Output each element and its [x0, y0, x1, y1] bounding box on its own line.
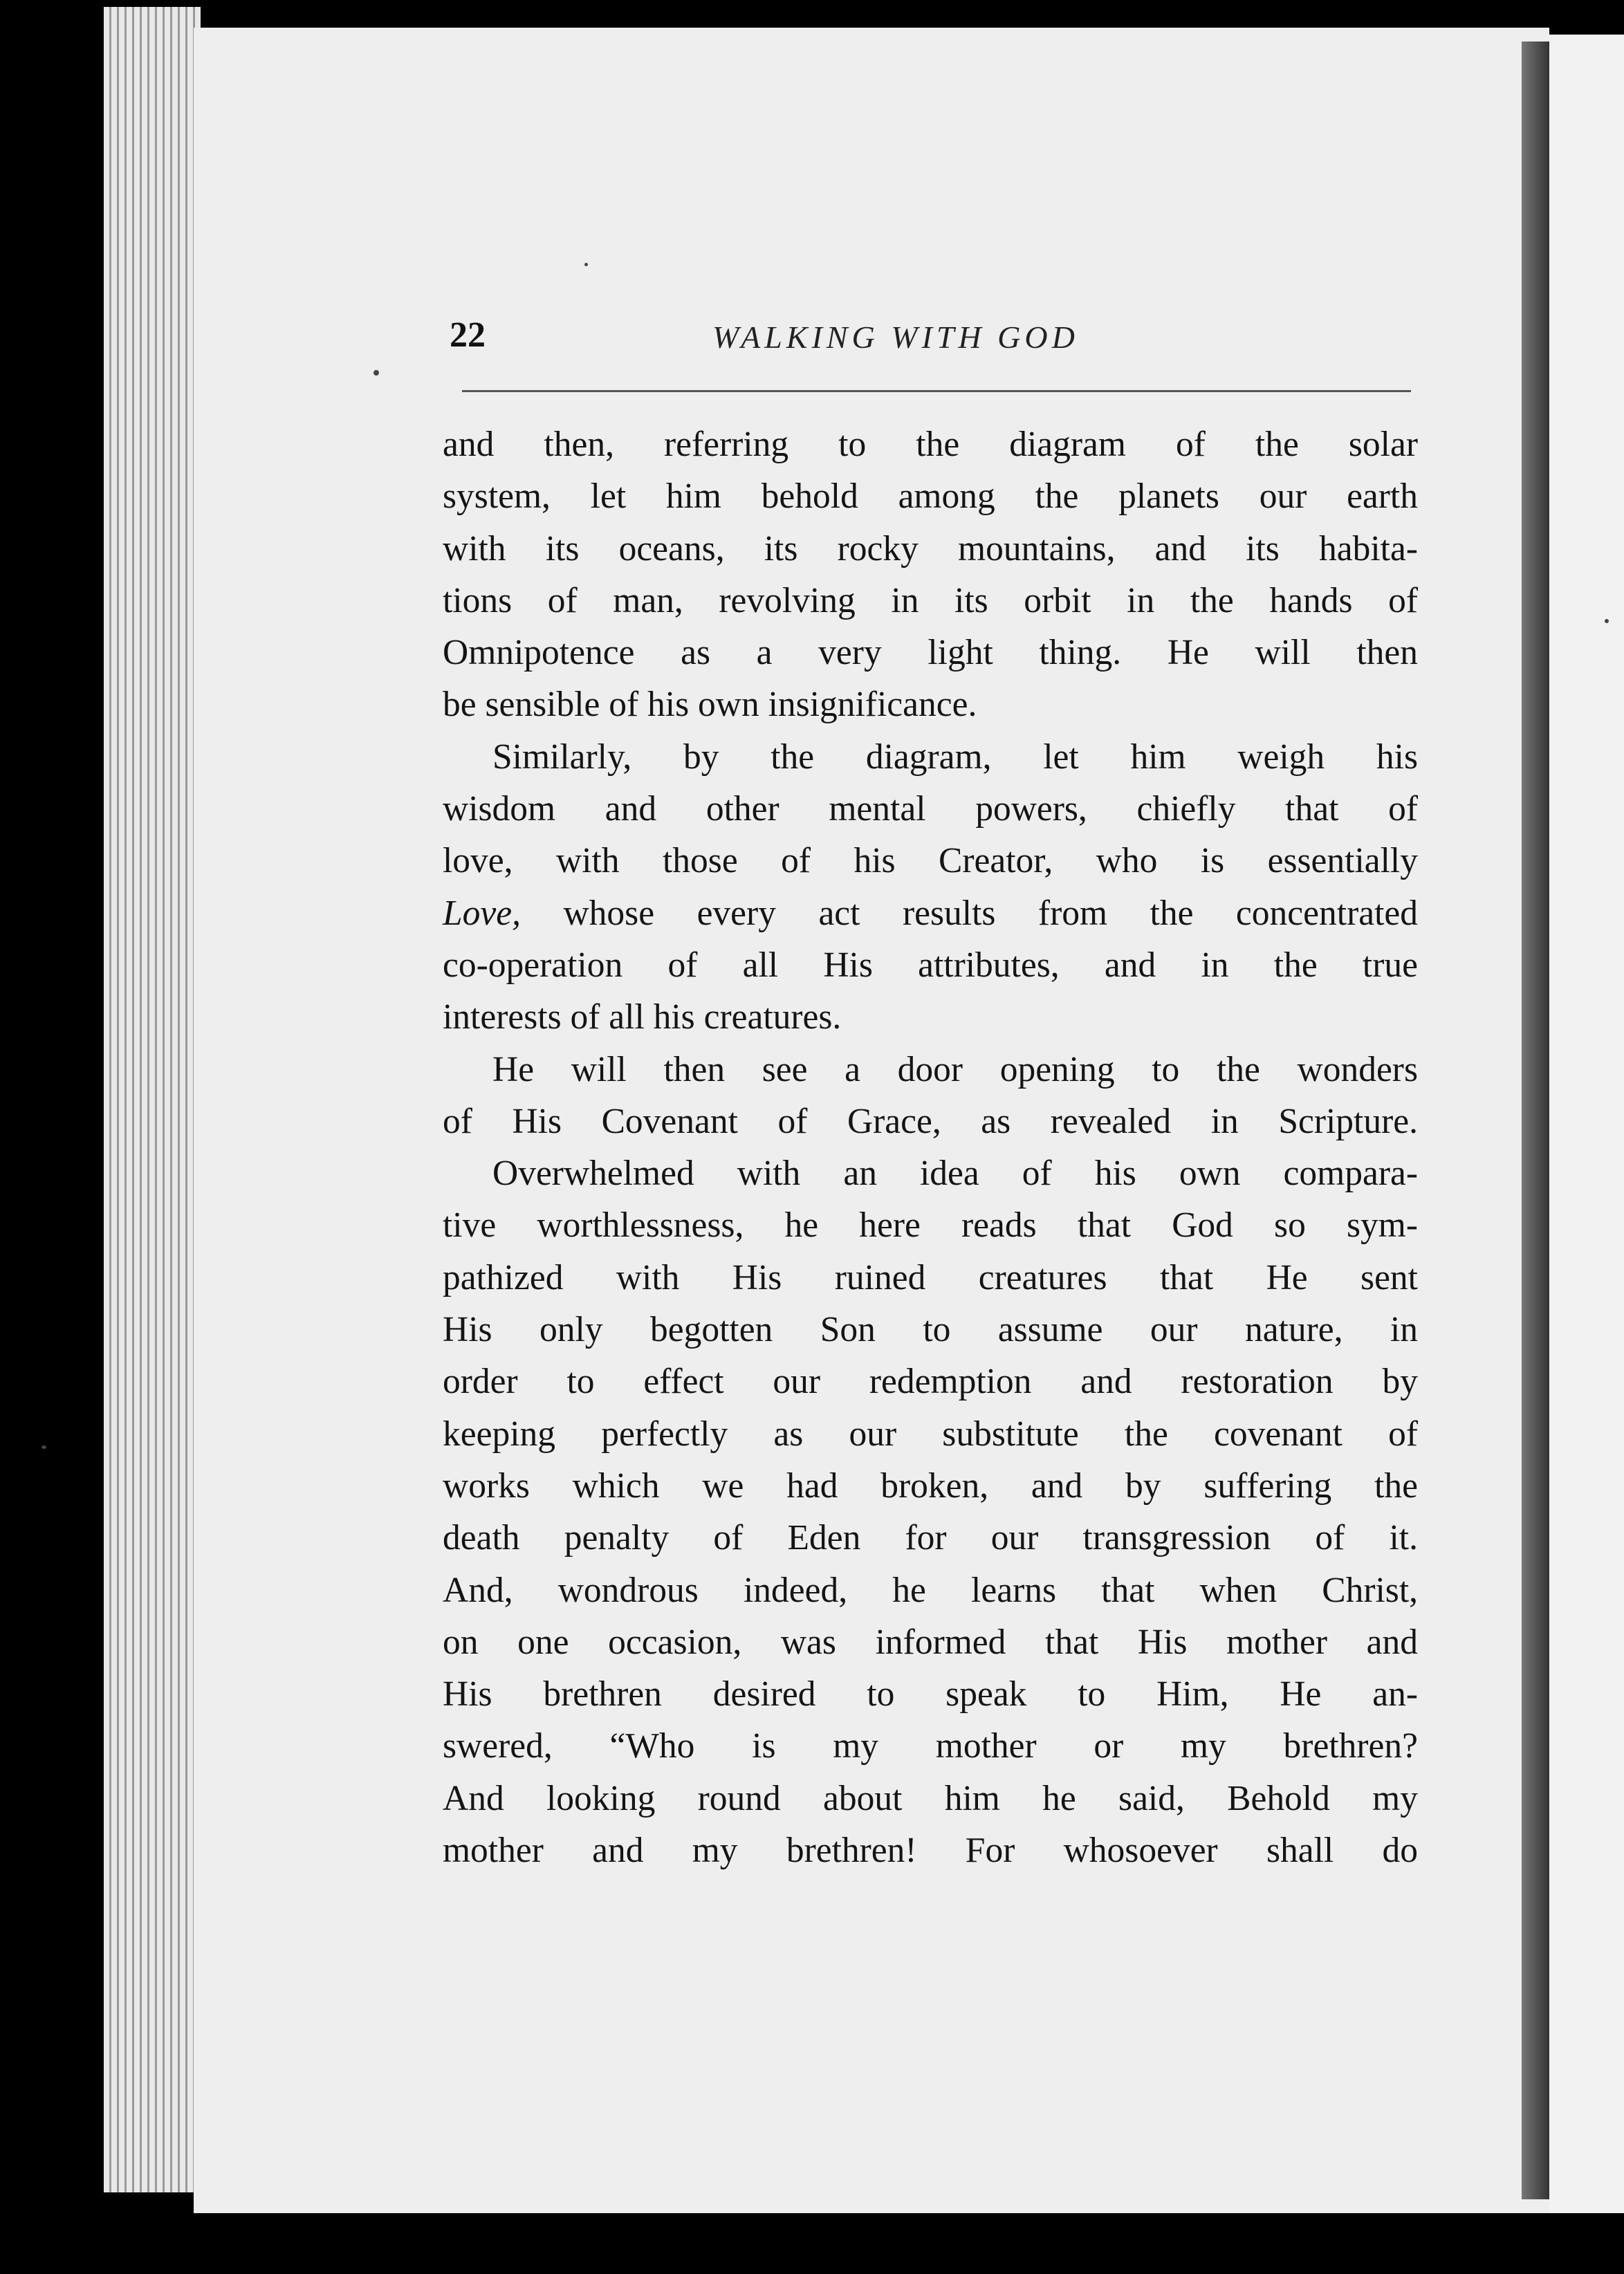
text-line: tions of man, revolving in its orbit in the hands of	[443, 580, 1418, 620]
scan-speck	[373, 370, 379, 376]
text-line: works which we had broken, and by suffering the	[443, 1466, 1418, 1506]
running-title: WALKING WITH GOD	[712, 320, 1079, 355]
facing-page-edge	[1549, 35, 1624, 2213]
text-line: of His Covenant of Grace, as revealed in Scripture.	[443, 1101, 1418, 1141]
page-edges	[104, 7, 201, 2192]
text-line: Omnipotence as a very light thing. He will then	[443, 633, 1418, 673]
text-line: keeping perfectly as our substitute the covenant of	[443, 1414, 1418, 1454]
text-line: Similarly, by the diagram, let him weigh his	[492, 737, 1418, 777]
scan-speck	[41, 1445, 46, 1449]
text-line: And looking round about him he said, Behold my	[443, 1778, 1418, 1818]
scan-speck	[584, 263, 588, 266]
text-line: pathized with His ruined creatures that He sent	[443, 1257, 1418, 1297]
text-line: be sensible of his own insignificance.	[443, 685, 977, 725]
text-line-with-italic	[443, 887, 1418, 939]
page-number: 22	[450, 315, 486, 355]
scan-border	[0, 2213, 1624, 2274]
text-line: co-operation of all His attributes, and in the true	[443, 945, 1418, 985]
text-line: interests of all his creatures.	[443, 997, 842, 1037]
text-line: His only begotten Son to assume our nature, in	[443, 1310, 1418, 1350]
scan-speck	[1605, 619, 1609, 623]
text-line: swered, “Who is my mother or my brethren?	[443, 1726, 1418, 1766]
text-line: His brethren desired to speak to Him, He an-	[443, 1674, 1418, 1714]
text-line: death penalty of Eden for our transgression of it.	[443, 1518, 1418, 1558]
text-line: and then, referring to the diagram of the solar	[443, 425, 1418, 464]
text-line: order to effect our redemption and restoration by	[443, 1362, 1418, 1402]
text-line: He will then see a door opening to the wonders	[492, 1049, 1418, 1089]
text-line: on one occasion, was informed that His mother and	[443, 1622, 1418, 1662]
text-line: And, wondrous indeed, he learns that when Christ,	[443, 1570, 1418, 1610]
page-header	[450, 315, 1418, 370]
text-line: mother and my brethren! For whosoever shall do	[443, 1831, 1418, 1871]
header-rule	[462, 390, 1411, 392]
text-line: Overwhelmed with an idea of his own compara-	[492, 1154, 1418, 1194]
gutter-shadow	[1522, 41, 1549, 2199]
text-line: tive worthlessness, he here reads that God so sym-	[443, 1205, 1418, 1246]
body-text	[443, 418, 1418, 1876]
text-line: system, let him behold among the planets our earth	[443, 477, 1418, 517]
text-line: wisdom and other mental powers, chiefly that of	[443, 789, 1418, 829]
italic-word: Love,	[443, 893, 521, 933]
text-line: with its oceans, its rocky mountains, and its habita-	[443, 528, 1418, 568]
text-line-rest: whose every act results from the concentrated	[563, 893, 1418, 933]
text-line: love, with those of his Creator, who is essentially	[443, 841, 1418, 881]
